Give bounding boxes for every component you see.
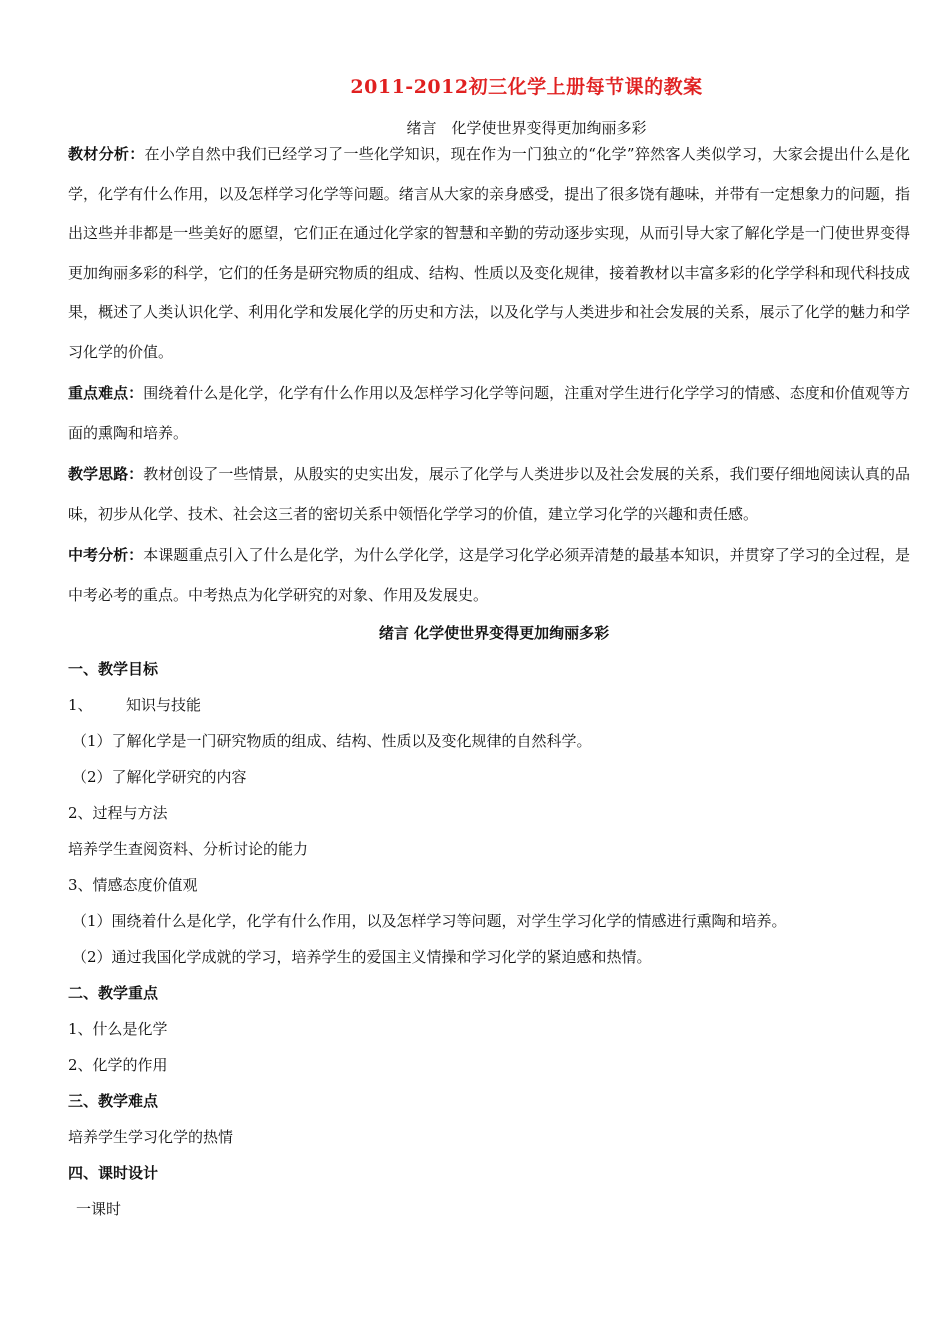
heading-teaching-difficulty: 三、教学难点 [68,1092,159,1110]
paragraph-text: 围绕着什么是化学，化学有什么作用以及怎样学习化学等问题，注重对学生进行化学学习的情感、态度和价值观等方面的熏陶和培养。 [68,384,910,442]
list-item: （1）围绕着什么是化学，化学有什么作用，以及怎样学习等问题，对学生学习化学的情感进行熏陶和培养。 [72,912,787,930]
list-item: 1、什么是化学 [68,1020,168,1038]
list-item: （2）通过我国化学成就的学习，培养学生的爱国主义情操和学习化学的紧迫感和热情。 [72,948,652,966]
list-item-number: 1、 [68,696,93,714]
paragraph-label: 重点难点： [68,384,144,402]
document-page [68,72,910,1227]
list-item: 3、情感态度价值观 [68,876,198,894]
paragraph-text: 本课题重点引入了什么是化学，为什么学化学，这是学习化学必须弄清楚的最基本知识，并贯穿了学习的全过程，是中考必考的重点。中考热点为化学研究的对象、作用及发展史。 [68,546,910,604]
list-item: 培养学生查阅资料、分析讨论的能力 [68,840,309,858]
paragraph-key-points [68,374,910,453]
paragraph-teaching-approach [68,455,910,534]
section-title: 绪言 化学使世界变得更加绚丽多彩 [378,624,610,642]
list-item: （1）了解化学是一门研究物质的组成、结构、性质以及变化规律的自然科学。 [72,732,592,750]
list-item [68,687,910,723]
list-item: （2）了解化学研究的内容 [72,768,247,786]
document-title: 2011-2012初三化学上册每节课的教案 [350,76,703,98]
list-item: 一课时 [76,1200,122,1218]
paragraph-label: 教材分析： [68,145,145,163]
paragraph-text: 在小学自然中我们已经学习了一些化学知识，现在作为一门独立的“化学”猝然客人类似学习，大家会提出什么是化学，化学有什么作用，以及怎样学习化学等问题。绪言从大家的亲身感受，提出了很多饶有趣味，并带有一定想象力的问题，指出这些并非都是一些美好的愿望，它们正在通过化学家的智慧和辛勤的劳动逐步实现，从而引导大家了解化学是一门使世界变得更加绚丽多彩的科学，它们的任务是研究物质的组成、结构、性质以及变化规律，接着教材以丰富多彩的化学学科和现代科技成果，概述了人类认识化学、利用化学和发展化学的历史和方法，以及化学与人类进步和社会发展的关系，展示了化学的魅力和学习化学的价值。 [68,145,910,361]
list-item: 培养学生学习化学的热情 [68,1128,234,1146]
paragraph-exam-analysis [68,536,910,615]
paragraph-label: 教学思路： [68,465,144,483]
list-item: 2、化学的作用 [68,1056,168,1074]
heading-teaching-focus: 二、教学重点 [68,984,159,1002]
document-subtitle: 绪言 化学使世界变得更加绚丽多彩 [406,119,647,137]
list-item: 2、过程与方法 [68,804,168,822]
paragraph-textbook-analysis [68,135,910,372]
heading-teaching-goals: 一、教学目标 [68,660,159,678]
list-item-text: 知识与技能 [126,696,202,714]
paragraph-text: 教材创设了一些情景，从殷实的史实出发，展示了化学与人类进步以及社会发展的关系，我们要仔细地阅读认真的品味，初步从化学、技术、社会这三者的密切关系中领悟化学学习的价值，建立学习化学的兴趣和责任感。 [68,465,910,523]
heading-lesson-design: 四、课时设计 [68,1164,159,1182]
paragraph-label: 中考分析： [68,546,144,564]
